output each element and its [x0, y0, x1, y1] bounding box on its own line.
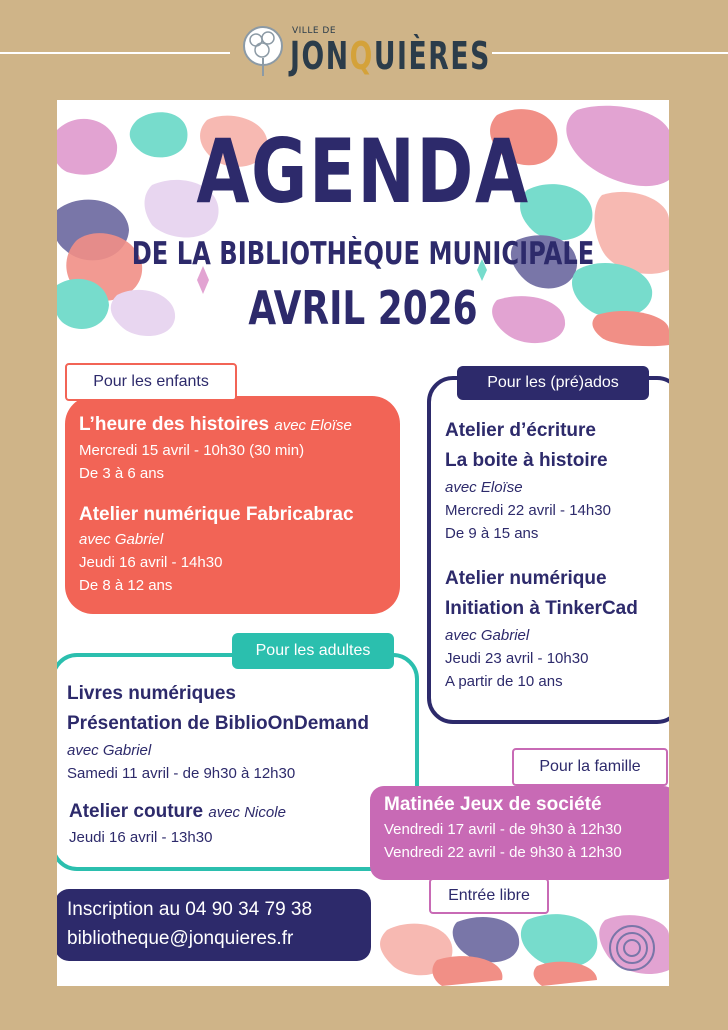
teens-event-2: [445, 564, 638, 693]
email-link[interactable]: bibliotheque@jonquieres.fr: [67, 928, 294, 949]
phone-text[interactable]: Inscription au 04 90 34 79 38: [67, 899, 313, 920]
event-age: A partir de 10 ans: [445, 673, 563, 690]
adults-label: Pour les adultes: [232, 633, 394, 669]
event-date: Jeudi 23 avril - 10h30: [445, 650, 589, 667]
contact-box: [57, 889, 371, 961]
month-title: AVRIL 2026: [248, 281, 478, 335]
event-host: avec Gabriel: [79, 531, 164, 548]
event-date: Mercredi 22 avril - 14h30: [445, 502, 611, 519]
event-title: L’heure des histoires: [79, 414, 270, 435]
library-subtitle: DE LA BIBLIOTHÈQUE MUNICIPALE: [131, 236, 595, 272]
event-title: Atelier couture: [69, 801, 204, 822]
logo-town-name: JONQUIÈRES: [290, 34, 491, 78]
adults-section: [57, 653, 419, 871]
event-subtitle: La boite à histoire: [445, 450, 608, 471]
teens-label: Pour les (pré)ados: [457, 366, 649, 400]
event-title: Matinée Jeux de société: [384, 794, 602, 815]
poster: [57, 100, 669, 986]
logo-subtitle: VILLE DE: [292, 26, 337, 36]
event-date: Samedi 11 avril - de 9h30 à 12h30: [67, 765, 296, 782]
event-age: De 3 à 6 ans: [79, 465, 165, 482]
event-date: Jeudi 16 avril - 14h30: [79, 554, 223, 571]
adults-event-1: [67, 679, 369, 785]
event-date: Vendredi 17 avril - de 9h30 à 12h30: [384, 821, 622, 838]
town-logo[interactable]: [240, 22, 491, 82]
event-subtitle: Présentation de BiblioOnDemand: [67, 713, 369, 734]
event-title: Atelier numérique Fabricabrac: [79, 504, 354, 525]
kids-section: [65, 396, 400, 614]
free-entry-label: Entrée libre: [429, 878, 549, 914]
event-date: Mercredi 15 avril - 10h30 (30 min): [79, 442, 305, 459]
event-title: Livres numériques: [67, 683, 236, 704]
header-rule-left: [0, 52, 230, 54]
event-age: De 9 à 15 ans: [445, 525, 539, 542]
event-age: De 8 à 12 ans: [79, 577, 173, 594]
kids-event-1: [79, 412, 352, 485]
event-host: avec Gabriel: [445, 627, 530, 644]
event-host: avec Eloïse: [274, 417, 352, 434]
family-section: [370, 786, 669, 880]
kids-event-2: [79, 502, 354, 597]
event-title: Atelier numérique: [445, 568, 607, 589]
header-rule-right: [492, 52, 728, 54]
adults-event-2: [69, 799, 286, 849]
teens-section: [427, 376, 669, 724]
event-date-2: Vendredi 22 avril - de 9h30 à 12h30: [384, 844, 622, 861]
tree-logo-icon: [240, 22, 286, 78]
event-date: Jeudi 16 avril - 13h30: [69, 829, 213, 846]
event-host: avec Gabriel: [67, 742, 152, 759]
teens-event-1: [445, 416, 611, 545]
event-subtitle: Initiation à TinkerCad: [445, 598, 638, 619]
event-host: avec Nicole: [208, 804, 286, 821]
family-event: [384, 792, 622, 864]
event-title: Atelier d’écriture: [445, 420, 596, 441]
event-host: avec Eloïse: [445, 479, 523, 496]
kids-label: Pour les enfants: [65, 363, 237, 401]
agenda-title: AGENDA: [196, 120, 530, 223]
family-label: Pour la famille: [512, 748, 668, 786]
